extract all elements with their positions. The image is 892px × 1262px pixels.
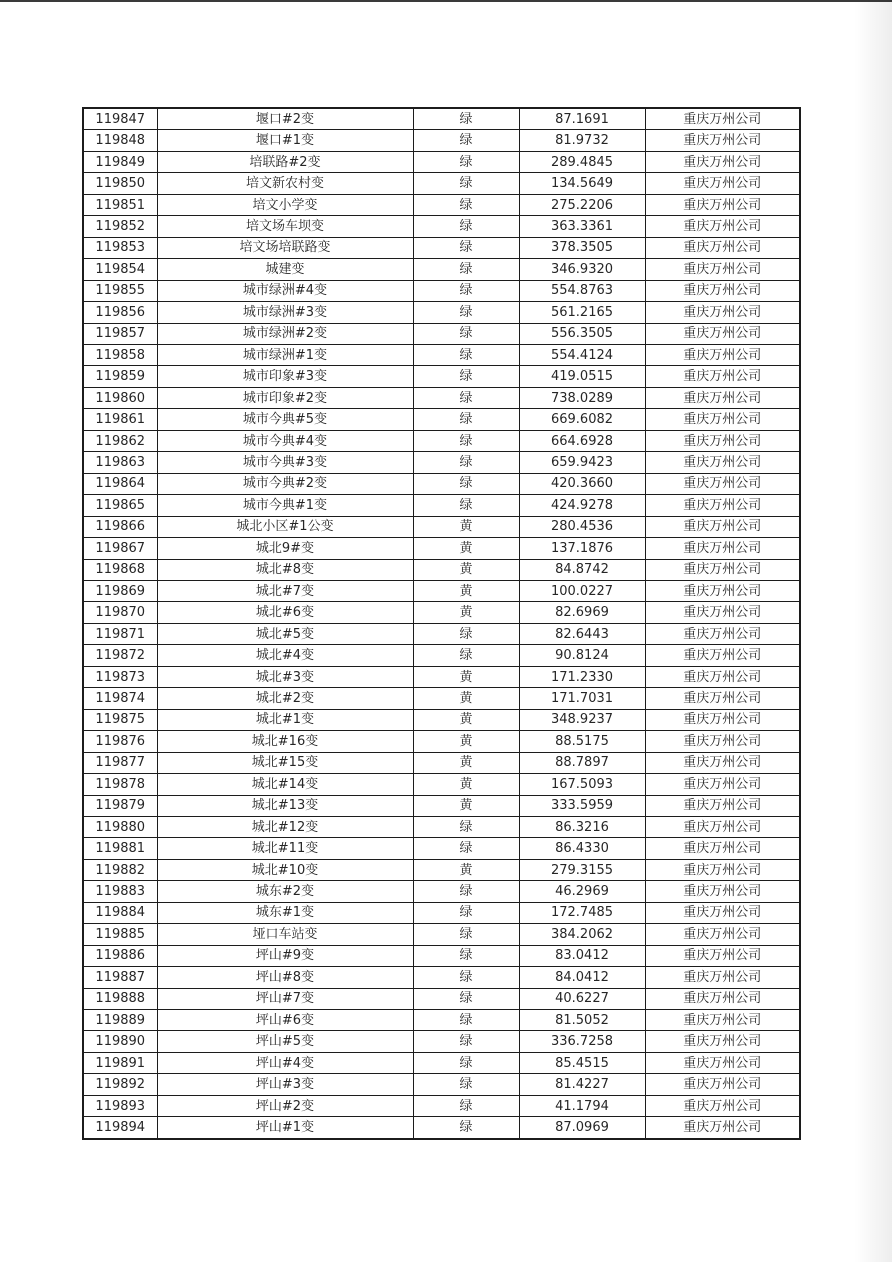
- status-cell: 绿: [413, 409, 519, 430]
- scan-top-edge: [0, 0, 892, 2]
- row-id-cell: 119848: [83, 130, 157, 151]
- row-id-cell: 119867: [83, 538, 157, 559]
- value-cell: 556.3505: [519, 323, 645, 344]
- value-cell: 86.3216: [519, 816, 645, 837]
- company-cell: 重庆万州公司: [645, 280, 800, 301]
- table-row: [83, 967, 800, 988]
- table-row: [83, 752, 800, 773]
- company-cell: 重庆万州公司: [645, 666, 800, 687]
- value-cell: 561.2165: [519, 302, 645, 323]
- station-name-cell: 城市今典#5变: [157, 409, 413, 430]
- station-name-cell: 城东#2变: [157, 881, 413, 902]
- status-cell: 黄: [413, 859, 519, 880]
- status-cell: 黄: [413, 752, 519, 773]
- row-id-cell: 119863: [83, 452, 157, 473]
- table-row: [83, 945, 800, 966]
- company-cell: 重庆万州公司: [645, 1052, 800, 1073]
- status-cell: 黄: [413, 559, 519, 580]
- value-cell: 348.9237: [519, 709, 645, 730]
- station-name-cell: 坪山#5变: [157, 1031, 413, 1052]
- status-cell: 绿: [413, 902, 519, 923]
- station-name-cell: 城北#11变: [157, 838, 413, 859]
- station-name-cell: 城北#7变: [157, 580, 413, 601]
- table-row: [83, 924, 800, 945]
- company-cell: 重庆万州公司: [645, 774, 800, 795]
- station-name-cell: 城北#2变: [157, 688, 413, 709]
- table-row: [83, 666, 800, 687]
- status-cell: 绿: [413, 173, 519, 194]
- station-name-cell: 城建变: [157, 259, 413, 280]
- value-cell: 378.3505: [519, 237, 645, 258]
- row-id-cell: 119869: [83, 580, 157, 601]
- table-row: [83, 774, 800, 795]
- company-cell: 重庆万州公司: [645, 409, 800, 430]
- value-cell: 659.9423: [519, 452, 645, 473]
- station-name-cell: 城北#14变: [157, 774, 413, 795]
- status-cell: 绿: [413, 645, 519, 666]
- station-name-cell: 培文新农村变: [157, 173, 413, 194]
- row-id-cell: 119849: [83, 151, 157, 172]
- table-row: [83, 1031, 800, 1052]
- company-cell: 重庆万州公司: [645, 323, 800, 344]
- status-cell: 绿: [413, 259, 519, 280]
- value-cell: 40.6227: [519, 988, 645, 1009]
- table-row: [83, 859, 800, 880]
- row-id-cell: 119859: [83, 366, 157, 387]
- company-cell: 重庆万州公司: [645, 194, 800, 215]
- company-cell: 重庆万州公司: [645, 859, 800, 880]
- row-id-cell: 119879: [83, 795, 157, 816]
- value-cell: 346.9320: [519, 259, 645, 280]
- row-id-cell: 119871: [83, 623, 157, 644]
- status-cell: 黄: [413, 688, 519, 709]
- row-id-cell: 119856: [83, 302, 157, 323]
- status-cell: 绿: [413, 881, 519, 902]
- value-cell: 419.0515: [519, 366, 645, 387]
- row-id-cell: 119889: [83, 1010, 157, 1031]
- company-cell: 重庆万州公司: [645, 881, 800, 902]
- table-row: [83, 816, 800, 837]
- value-cell: 82.6443: [519, 623, 645, 644]
- company-cell: 重庆万州公司: [645, 302, 800, 323]
- table-row: [83, 151, 800, 172]
- company-cell: 重庆万州公司: [645, 366, 800, 387]
- company-cell: 重庆万州公司: [645, 387, 800, 408]
- status-cell: 绿: [413, 430, 519, 451]
- company-cell: 重庆万州公司: [645, 645, 800, 666]
- value-cell: 384.2062: [519, 924, 645, 945]
- station-name-cell: 城北#12变: [157, 816, 413, 837]
- station-name-cell: 培联路#2变: [157, 151, 413, 172]
- status-cell: 绿: [413, 108, 519, 130]
- table-row: [83, 1117, 800, 1139]
- status-cell: 绿: [413, 1074, 519, 1095]
- company-cell: 重庆万州公司: [645, 838, 800, 859]
- status-cell: 黄: [413, 731, 519, 752]
- company-cell: 重庆万州公司: [645, 430, 800, 451]
- company-cell: 重庆万州公司: [645, 1010, 800, 1031]
- row-id-cell: 119876: [83, 731, 157, 752]
- station-name-cell: 城市今典#3变: [157, 452, 413, 473]
- value-cell: 87.0969: [519, 1117, 645, 1139]
- table-row: [83, 516, 800, 537]
- value-cell: 333.5959: [519, 795, 645, 816]
- station-name-cell: 坪山#9变: [157, 945, 413, 966]
- status-cell: 绿: [413, 323, 519, 344]
- table-row: [83, 216, 800, 237]
- station-name-cell: 城北小区#1公变: [157, 516, 413, 537]
- status-cell: 绿: [413, 1095, 519, 1116]
- status-cell: 黄: [413, 666, 519, 687]
- station-name-cell: 坪山#4变: [157, 1052, 413, 1073]
- value-cell: 167.5093: [519, 774, 645, 795]
- row-id-cell: 119853: [83, 237, 157, 258]
- station-name-cell: 城北#8变: [157, 559, 413, 580]
- value-cell: 87.1691: [519, 108, 645, 130]
- table-row: [83, 602, 800, 623]
- row-id-cell: 119847: [83, 108, 157, 130]
- station-name-cell: 城北#3变: [157, 666, 413, 687]
- table-row: [83, 430, 800, 451]
- row-id-cell: 119880: [83, 816, 157, 837]
- value-cell: 420.3660: [519, 473, 645, 494]
- company-cell: 重庆万州公司: [645, 1074, 800, 1095]
- value-cell: 83.0412: [519, 945, 645, 966]
- status-cell: 绿: [413, 924, 519, 945]
- station-name-cell: 城北#6变: [157, 602, 413, 623]
- station-name-cell: 城北#13变: [157, 795, 413, 816]
- company-cell: 重庆万州公司: [645, 452, 800, 473]
- company-cell: 重庆万州公司: [645, 1095, 800, 1116]
- row-id-cell: 119855: [83, 280, 157, 301]
- status-cell: 绿: [413, 1117, 519, 1139]
- value-cell: 669.6082: [519, 409, 645, 430]
- scan-right-shadow: [854, 0, 892, 1262]
- row-id-cell: 119894: [83, 1117, 157, 1139]
- value-cell: 81.9732: [519, 130, 645, 151]
- table-row: [83, 366, 800, 387]
- station-name-cell: 培文场车坝变: [157, 216, 413, 237]
- status-cell: 绿: [413, 838, 519, 859]
- station-name-cell: 城北#15变: [157, 752, 413, 773]
- status-cell: 绿: [413, 387, 519, 408]
- status-cell: 黄: [413, 602, 519, 623]
- table-row: [83, 473, 800, 494]
- value-cell: 46.2969: [519, 881, 645, 902]
- table-row: [83, 409, 800, 430]
- status-cell: 黄: [413, 774, 519, 795]
- table-row: [83, 795, 800, 816]
- value-cell: 363.3361: [519, 216, 645, 237]
- table-row: [83, 323, 800, 344]
- table-row: [83, 108, 800, 130]
- value-cell: 82.6969: [519, 602, 645, 623]
- status-cell: 绿: [413, 967, 519, 988]
- company-cell: 重庆万州公司: [645, 516, 800, 537]
- company-cell: 重庆万州公司: [645, 130, 800, 151]
- status-cell: 黄: [413, 795, 519, 816]
- status-cell: 绿: [413, 216, 519, 237]
- row-id-cell: 119887: [83, 967, 157, 988]
- value-cell: 275.2206: [519, 194, 645, 215]
- company-cell: 重庆万州公司: [645, 924, 800, 945]
- company-cell: 重庆万州公司: [645, 151, 800, 172]
- value-cell: 134.5649: [519, 173, 645, 194]
- table-row: [83, 344, 800, 365]
- row-id-cell: 119857: [83, 323, 157, 344]
- company-cell: 重庆万州公司: [645, 495, 800, 516]
- row-id-cell: 119858: [83, 344, 157, 365]
- value-cell: 81.5052: [519, 1010, 645, 1031]
- row-id-cell: 119874: [83, 688, 157, 709]
- table-row: [83, 709, 800, 730]
- status-cell: 绿: [413, 237, 519, 258]
- status-cell: 绿: [413, 1031, 519, 1052]
- status-cell: 绿: [413, 988, 519, 1009]
- status-cell: 绿: [413, 344, 519, 365]
- table-row: [83, 645, 800, 666]
- status-cell: 绿: [413, 1010, 519, 1031]
- station-name-cell: 城北#1变: [157, 709, 413, 730]
- table-row: [83, 580, 800, 601]
- station-data-table: [82, 107, 801, 1140]
- status-cell: 绿: [413, 194, 519, 215]
- station-name-cell: 堰口#1变: [157, 130, 413, 151]
- table-row: [83, 259, 800, 280]
- row-id-cell: 119888: [83, 988, 157, 1009]
- table-row: [83, 1010, 800, 1031]
- value-cell: 289.4845: [519, 151, 645, 172]
- status-cell: 绿: [413, 280, 519, 301]
- table-row: [83, 237, 800, 258]
- value-cell: 280.4536: [519, 516, 645, 537]
- status-cell: 绿: [413, 151, 519, 172]
- company-cell: 重庆万州公司: [645, 795, 800, 816]
- row-id-cell: 119881: [83, 838, 157, 859]
- value-cell: 137.1876: [519, 538, 645, 559]
- row-id-cell: 119885: [83, 924, 157, 945]
- table-row: [83, 495, 800, 516]
- station-name-cell: 城市今典#1变: [157, 495, 413, 516]
- company-cell: 重庆万州公司: [645, 108, 800, 130]
- table-row: [83, 559, 800, 580]
- row-id-cell: 119892: [83, 1074, 157, 1095]
- row-id-cell: 119854: [83, 259, 157, 280]
- company-cell: 重庆万州公司: [645, 259, 800, 280]
- company-cell: 重庆万州公司: [645, 237, 800, 258]
- row-id-cell: 119890: [83, 1031, 157, 1052]
- value-cell: 424.9278: [519, 495, 645, 516]
- table-row: [83, 452, 800, 473]
- station-name-cell: 城市印象#3变: [157, 366, 413, 387]
- row-id-cell: 119860: [83, 387, 157, 408]
- company-cell: 重庆万州公司: [645, 473, 800, 494]
- station-name-cell: 垭口车站变: [157, 924, 413, 945]
- company-cell: 重庆万州公司: [645, 731, 800, 752]
- station-name-cell: 城北9#变: [157, 538, 413, 559]
- value-cell: 81.4227: [519, 1074, 645, 1095]
- table-row: [83, 688, 800, 709]
- station-name-cell: 坪山#6变: [157, 1010, 413, 1031]
- row-id-cell: 119875: [83, 709, 157, 730]
- station-name-cell: 坪山#7变: [157, 988, 413, 1009]
- status-cell: 黄: [413, 538, 519, 559]
- company-cell: 重庆万州公司: [645, 816, 800, 837]
- company-cell: 重庆万州公司: [645, 945, 800, 966]
- station-name-cell: 城市绿洲#1变: [157, 344, 413, 365]
- status-cell: 黄: [413, 709, 519, 730]
- value-cell: 84.8742: [519, 559, 645, 580]
- company-cell: 重庆万州公司: [645, 344, 800, 365]
- station-name-cell: 城北#5变: [157, 623, 413, 644]
- table-row: [83, 988, 800, 1009]
- status-cell: 绿: [413, 1052, 519, 1073]
- value-cell: 664.6928: [519, 430, 645, 451]
- station-name-cell: 城市绿洲#2变: [157, 323, 413, 344]
- status-cell: 黄: [413, 516, 519, 537]
- station-name-cell: 城市今典#4变: [157, 430, 413, 451]
- row-id-cell: 119852: [83, 216, 157, 237]
- status-cell: 绿: [413, 366, 519, 387]
- value-cell: 738.0289: [519, 387, 645, 408]
- table-row: [83, 731, 800, 752]
- station-name-cell: 城市绿洲#4变: [157, 280, 413, 301]
- company-cell: 重庆万州公司: [645, 902, 800, 923]
- value-cell: 171.2330: [519, 666, 645, 687]
- table-row: [83, 173, 800, 194]
- value-cell: 88.5175: [519, 731, 645, 752]
- row-id-cell: 119850: [83, 173, 157, 194]
- station-name-cell: 城北#16变: [157, 731, 413, 752]
- station-name-cell: 堰口#2变: [157, 108, 413, 130]
- row-id-cell: 119882: [83, 859, 157, 880]
- row-id-cell: 119878: [83, 774, 157, 795]
- row-id-cell: 119864: [83, 473, 157, 494]
- status-cell: 绿: [413, 452, 519, 473]
- table-row: [83, 902, 800, 923]
- table-row: [83, 881, 800, 902]
- company-cell: 重庆万州公司: [645, 216, 800, 237]
- row-id-cell: 119866: [83, 516, 157, 537]
- value-cell: 554.4124: [519, 344, 645, 365]
- station-name-cell: 培文场培联路变: [157, 237, 413, 258]
- value-cell: 41.1794: [519, 1095, 645, 1116]
- row-id-cell: 119868: [83, 559, 157, 580]
- table-row: [83, 623, 800, 644]
- status-cell: 绿: [413, 495, 519, 516]
- row-id-cell: 119877: [83, 752, 157, 773]
- status-cell: 黄: [413, 580, 519, 601]
- row-id-cell: 119886: [83, 945, 157, 966]
- value-cell: 279.3155: [519, 859, 645, 880]
- value-cell: 172.7485: [519, 902, 645, 923]
- status-cell: 绿: [413, 945, 519, 966]
- station-name-cell: 城东#1变: [157, 902, 413, 923]
- table-row: [83, 387, 800, 408]
- row-id-cell: 119891: [83, 1052, 157, 1073]
- row-id-cell: 119861: [83, 409, 157, 430]
- row-id-cell: 119865: [83, 495, 157, 516]
- station-name-cell: 坪山#3变: [157, 1074, 413, 1095]
- company-cell: 重庆万州公司: [645, 559, 800, 580]
- table-row: [83, 838, 800, 859]
- status-cell: 绿: [413, 816, 519, 837]
- value-cell: 84.0412: [519, 967, 645, 988]
- company-cell: 重庆万州公司: [645, 752, 800, 773]
- station-name-cell: 城市绿洲#3变: [157, 302, 413, 323]
- table-row: [83, 1074, 800, 1095]
- station-name-cell: 城市今典#2变: [157, 473, 413, 494]
- company-cell: 重庆万州公司: [645, 173, 800, 194]
- value-cell: 100.0227: [519, 580, 645, 601]
- row-id-cell: 119893: [83, 1095, 157, 1116]
- value-cell: 88.7897: [519, 752, 645, 773]
- station-name-cell: 坪山#8变: [157, 967, 413, 988]
- value-cell: 90.8124: [519, 645, 645, 666]
- station-name-cell: 城市印象#2变: [157, 387, 413, 408]
- value-cell: 86.4330: [519, 838, 645, 859]
- table-row: [83, 1095, 800, 1116]
- table-body: [83, 108, 800, 1139]
- company-cell: 重庆万州公司: [645, 709, 800, 730]
- company-cell: 重庆万州公司: [645, 602, 800, 623]
- row-id-cell: 119862: [83, 430, 157, 451]
- status-cell: 绿: [413, 130, 519, 151]
- value-cell: 554.8763: [519, 280, 645, 301]
- company-cell: 重庆万州公司: [645, 538, 800, 559]
- company-cell: 重庆万州公司: [645, 688, 800, 709]
- company-cell: 重庆万州公司: [645, 1031, 800, 1052]
- value-cell: 85.4515: [519, 1052, 645, 1073]
- row-id-cell: 119884: [83, 902, 157, 923]
- company-cell: 重庆万州公司: [645, 1117, 800, 1139]
- value-cell: 336.7258: [519, 1031, 645, 1052]
- company-cell: 重庆万州公司: [645, 623, 800, 644]
- table-row: [83, 302, 800, 323]
- table-row: [83, 194, 800, 215]
- station-name-cell: 坪山#2变: [157, 1095, 413, 1116]
- table-row: [83, 1052, 800, 1073]
- row-id-cell: 119873: [83, 666, 157, 687]
- company-cell: 重庆万州公司: [645, 988, 800, 1009]
- station-name-cell: 城北#4变: [157, 645, 413, 666]
- station-name-cell: 培文小学变: [157, 194, 413, 215]
- company-cell: 重庆万州公司: [645, 967, 800, 988]
- value-cell: 171.7031: [519, 688, 645, 709]
- status-cell: 绿: [413, 302, 519, 323]
- station-name-cell: 坪山#1变: [157, 1117, 413, 1139]
- station-name-cell: 城北#10变: [157, 859, 413, 880]
- table-row: [83, 280, 800, 301]
- status-cell: 绿: [413, 473, 519, 494]
- row-id-cell: 119851: [83, 194, 157, 215]
- company-cell: 重庆万州公司: [645, 580, 800, 601]
- status-cell: 绿: [413, 623, 519, 644]
- row-id-cell: 119883: [83, 881, 157, 902]
- table-row: [83, 130, 800, 151]
- row-id-cell: 119870: [83, 602, 157, 623]
- table-row: [83, 538, 800, 559]
- row-id-cell: 119872: [83, 645, 157, 666]
